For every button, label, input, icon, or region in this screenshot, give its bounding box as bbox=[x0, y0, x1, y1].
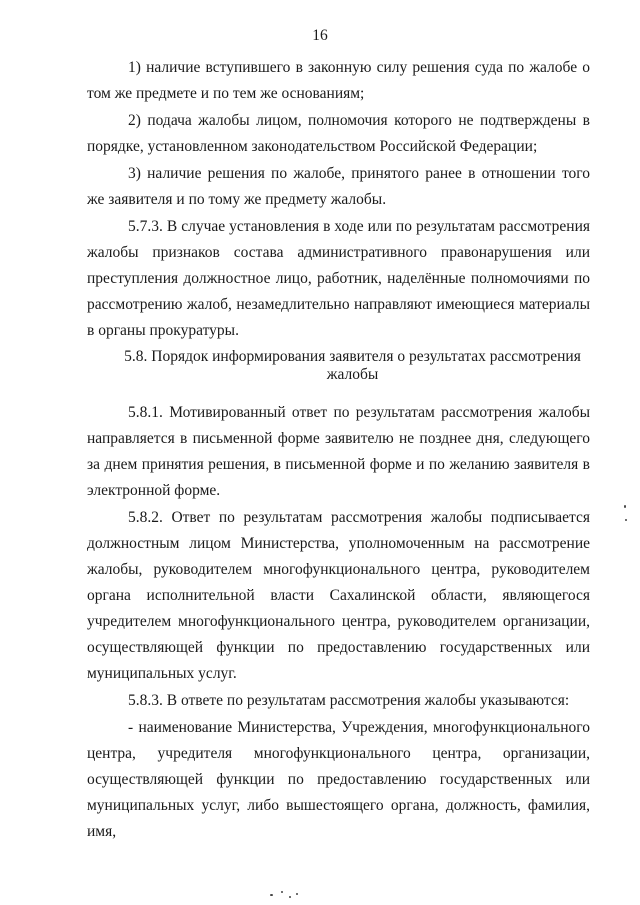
section-heading-5-8 bbox=[87, 348, 590, 384]
scan-speck bbox=[296, 893, 298, 895]
paragraph-5-8-2: 5.8.2. Ответ по результатам рассмотрения жалобы подписывается должностным лицом Министерства, уполномоченным на рассмотрение жалобы, руководителем многофункционального центра, руководителем органа исполнительной власти Сахалинской области, являющегося учредителем многофункционального центра, руководителем организации, осуществляющей функции по предоставлению государственных или муниципальных услуг. bbox=[87, 509, 590, 682]
paragraph-reason-3: 3) наличие решения по жалобе, принятого ранее в отношении того же заявителя и по тому же предмету жалобы. bbox=[87, 165, 590, 208]
paragraph-list-item: - наименование Министерства, Учреждения, многофункционального центра, учредителя многофункционального центра, организации, осуществляющей функции по предоставлению государственных или муниципальных услуг, либо вышестоящего органа, должность, фамилия, имя, bbox=[87, 719, 590, 840]
scan-speck bbox=[289, 896, 291, 898]
paragraph-reason-2: 2) подача жалобы лицом, полномочия которого не подтверждены в порядке, установленном законодательством Российской Федерации; bbox=[87, 112, 590, 155]
paragraph-5-8-1: 5.8.1. Мотивированный ответ по результатам рассмотрения жалобы направляется в письменной форме заявителю не позднее дня, следующего за днем принятия решения, в письменной форме и по желанию заявителя в электронной форме. bbox=[87, 404, 590, 499]
scan-speck bbox=[625, 519, 627, 521]
document-body bbox=[87, 55, 590, 845]
scan-speck bbox=[281, 891, 283, 893]
scan-speck bbox=[624, 505, 626, 508]
section-heading-line-2: жалобы bbox=[326, 366, 379, 383]
section-heading-line-1: 5.8. Порядок информирования заявителя о результатах рассмотрения bbox=[124, 348, 581, 365]
paragraph-5-8-3: 5.8.3. В ответе по результатам рассмотрения жалобы указываются: bbox=[128, 692, 570, 709]
scan-speck bbox=[270, 894, 273, 896]
paragraph-5-7-3: 5.7.3. В случае установления в ходе или по результатам рассмотрения жалобы признаков состава административного правонарушения или преступления должностное лицо, работник, наделённые полномочиями по рассмотрению жалоб, незамедлительно направляют имеющиеся материалы в органы прокуратуры. bbox=[87, 218, 590, 339]
paragraph-reason-1: 1) наличие вступившего в законную силу решения суда по жалобе о том же предмете и по тем же основаниям; bbox=[87, 59, 590, 102]
page-number: 16 bbox=[312, 27, 328, 44]
